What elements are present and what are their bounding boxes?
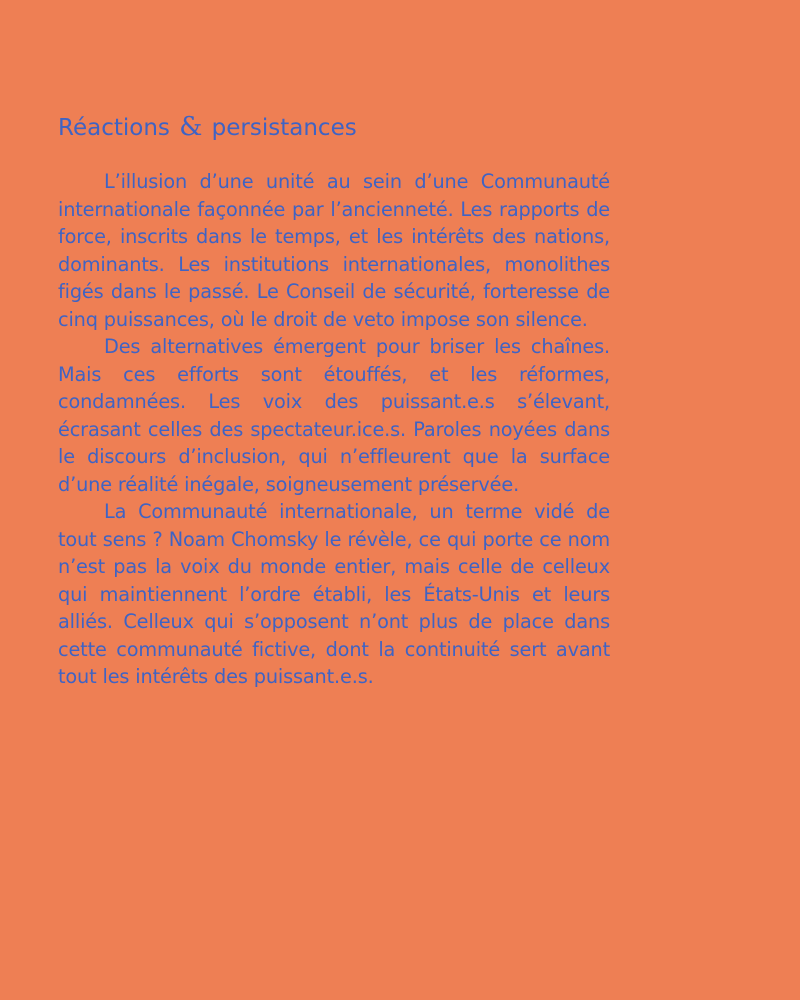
body-text <box>58 168 610 691</box>
paragraph-2: Des alternatives émergent pour briser les chaînes. Mais ces efforts sont étouffés, et les réformes, condamnées. Les voix des puissant.e.s s’élevant, écrasant celles des spectateur.ice.s. Paroles noyées dans le discours d’inclusion, qui n’effleurent que la surface d’une réalité inégale, soigneusement préservée. <box>58 335 610 496</box>
ampersand-glyph: & <box>179 112 203 142</box>
title-part-2: persistances <box>211 115 357 141</box>
paragraph-1: L’illusion d’une unité au sein d’une Communauté internationale façonnée par l’ancienneté. Les rapports de force, inscrits dans le temps, et les intérêts des nations, dominants. Les institutions internationales, monolithes figés dans le passé. Le Conseil de sécurité, forteresse de cinq puissances, où le droit de veto impose son silence. <box>58 170 610 331</box>
title-part-1: Réactions <box>58 115 170 141</box>
paragraph-3: La Communauté internationale, un terme vidé de tout sens ? Noam Chomsky le révèle, ce qui porte ce nom n’est pas la voix du monde entier, mais celle de celleux qui maintiennent l’ordre établi, les États-Unis et leurs alliés. Celleux qui s’opposent n’ont plus de place dans cette communauté fictive, dont la continuité sert avant tout les intérêts des puissant.e.s. <box>58 500 610 688</box>
page-title <box>58 112 357 143</box>
